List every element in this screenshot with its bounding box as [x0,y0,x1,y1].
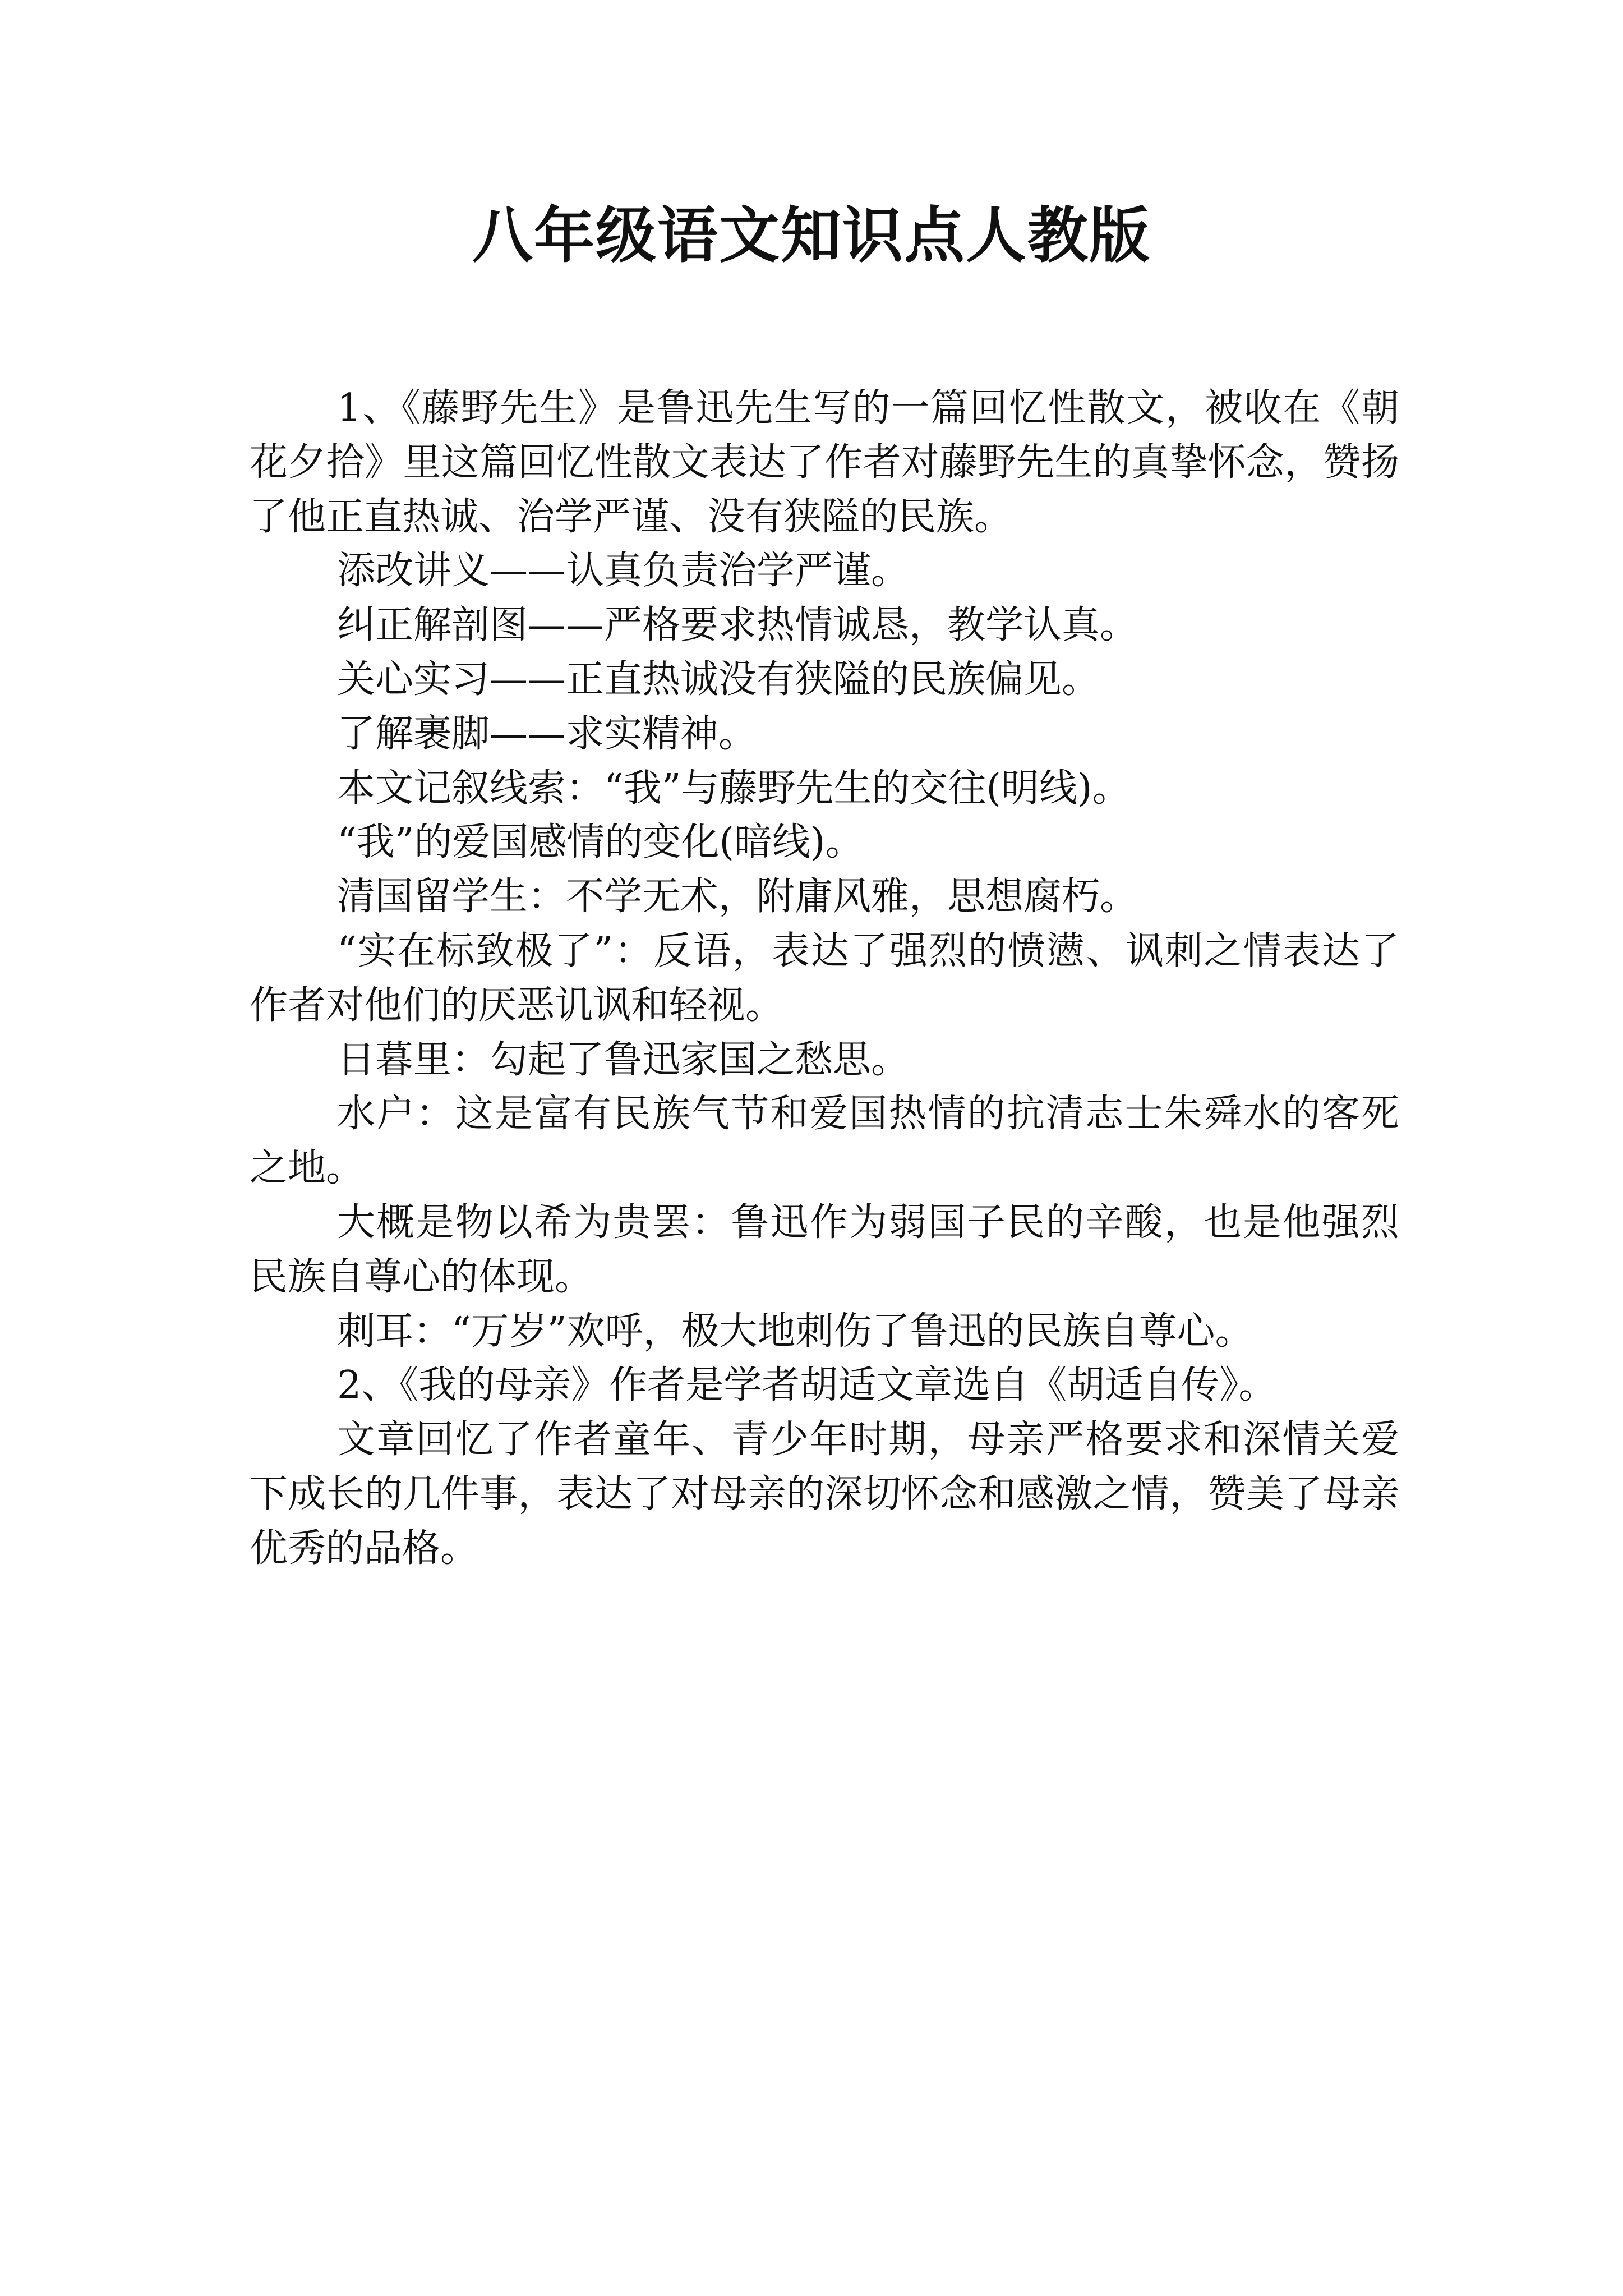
paragraph-rarity: 大概是物以希为贵罢：鲁迅作为弱国子民的辛酸，也是他强烈民族自尊心的体现。 [250,1200,1399,1299]
paragraph-qing-students: 清国留学生：不学无术，附庸风雅，思想腐朽。 [337,875,1138,919]
paragraph-irony: “实在标致极了”：反语，表达了强烈的愤懑、讽刺之情表达了作者对他们的厌恶讥讽和轻视。 [250,928,1399,1028]
paragraph-foot-binding: 了解裹脚——求实精神。 [337,711,757,756]
paragraph-hidden-clue: “我”的爱国感情的变化(暗线)。 [337,820,864,865]
paragraph-my-mother-summary: 文章回忆了作者童年、青少年时期，母亲严格要求和深情关爱下成长的几件事，表达了对母亲的深切怀念和感激之情，赞美了母亲优秀的品格。 [250,1418,1399,1571]
paragraph-my-mother-intro: 2、《我的母亲》作者是学者胡适文章选自《胡适自传》。 [337,1363,1277,1408]
paragraph-harsh: 刺耳：“万岁”欢呼，极大地刺伤了鲁迅的民族自尊心。 [337,1309,1253,1354]
paragraph-lecture-notes: 添改讲义——认真负责治学严谨。 [337,549,910,593]
paragraph-anatomy-drawing: 纠正解剖图——严格要求热情诚恳，教学认真。 [337,603,1138,648]
paragraph-narrative-clue: 本文记叙线索：“我”与藤野先生的交往(明线)。 [337,766,1131,811]
paragraph-mito: 水户：这是富有民族气节和爱国热情的抗清志士朱舜水的客死之地。 [250,1092,1399,1191]
paragraph-fujino-intro: 1、《藤野先生》是鲁迅先生写的一篇回忆性散文，被收在《朝花夕拾》里这篇回忆性散文表达了作者对藤野先生的真挚怀念，赞扬了他正直热诚、治学严谨、没有狭隘的民族。 [250,386,1399,539]
document-body [250,381,1399,1576]
document-title: 八年级语文知识点人教版 [472,200,1151,271]
paragraph-practice: 关心实习——正直热诚没有狭隘的民族偏见。 [337,657,1100,702]
paragraph-nippori: 日暮里：勾起了鲁迅家国之愁思。 [337,1037,910,1082]
